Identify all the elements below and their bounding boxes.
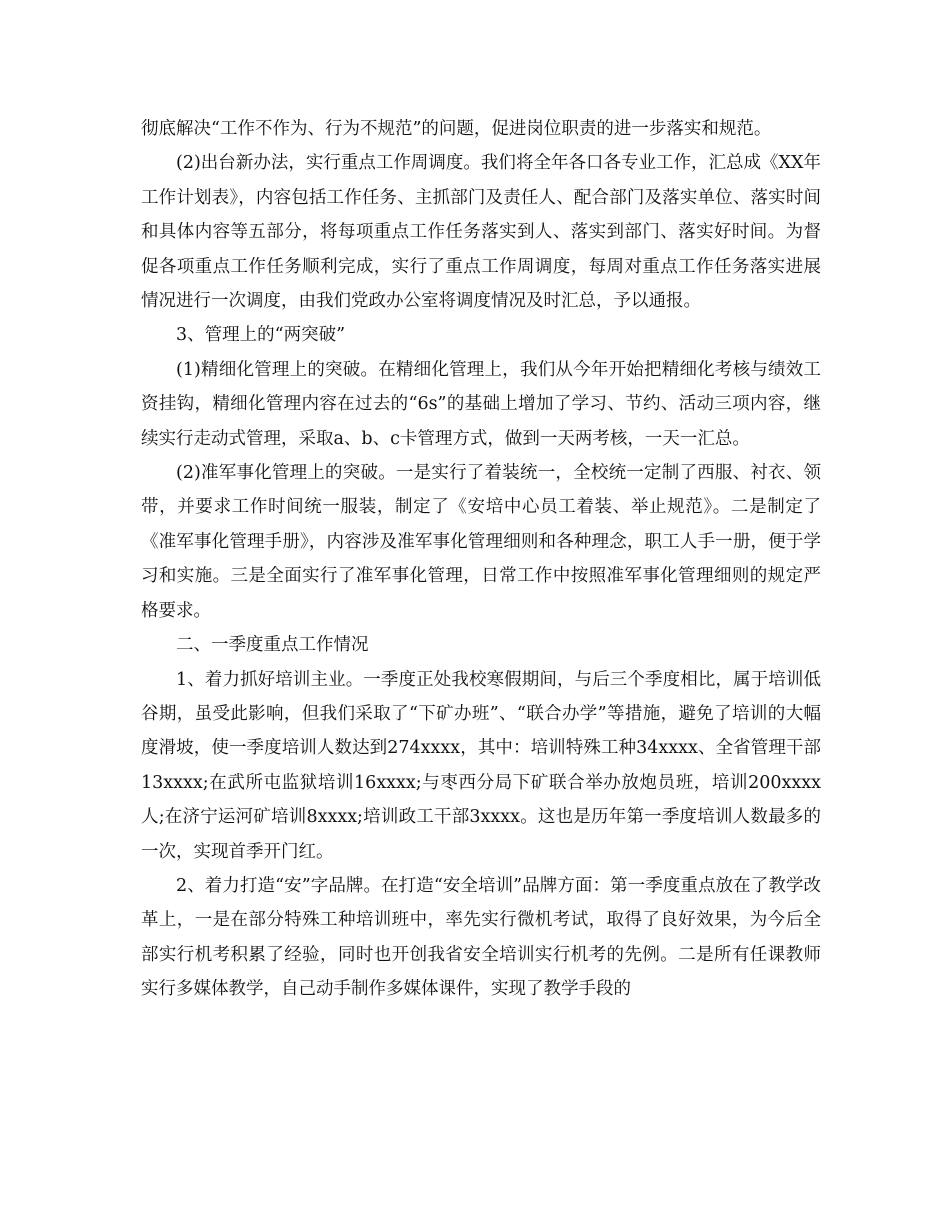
paragraph-weekly-scheduling: (2)出台新办法，实行重点工作周调度。我们将全年各口各专业工作，汇总成《XX年工作计划表》，内容包括工作任务、主抓部门及责任人、配合部门及落实单位、落实时间和具体内容等五部分，将每项重点工作任务落实到人、落实到部门、落实好时间。为督促各项重点工作任务顺利完成，实行了重点工作周调度，每周对重点工作任务落实进展情况进行一次调度，由我们党政办公室将调度情况及时汇总，予以通报。	[141, 153, 821, 312]
paragraph-intro-continuation: 彻底解决“工作不作为、行为不规范”的问题，促进岗位职责的进一步落实和规范。	[141, 119, 772, 139]
paragraph-safety-brand: 2、着力打造“安”字品牌。在打造“安全培训”品牌方面：第一季度重点放在了教学改革上，一是在部分特殊工种培训班中，率先实行微机考试，取得了良好效果，为今后全部实行机考积累了经验，同时也开创我省安全培训实行机考的先例。二是所有任课教师实行多媒体教学，自己动手制作多媒体课件，实现了教学手段的	[141, 875, 821, 1000]
document-body	[141, 112, 821, 1007]
paragraph-training-business: 1、着力抓好培训主业。一季度正处我校寒假期间，与后三个季度相比，属于培训低谷期，虽受此影响，但我们采取了“下矿办班”、“联合办学”等措施，避免了培训的大幅度滑坡，使一季度培训人数达到274xxxx，其中：培训特殊工种34xxxx、全省管理干部13xxxx;在武所屯监狱培训16xxxx;与枣西分局下矿联合举办放炮员班，培训200xxxx人;在济宁运河矿培训8xxxx;培训政工干部3xxxx。这也是历年第一季度培训人数最多的一次，实现首季开门红。	[141, 669, 821, 862]
section-heading-q1-key-work: 二、一季度重点工作情况	[176, 635, 369, 656]
paragraph-paramilitary-management: (2)准军事化管理上的突破。一是实行了着装统一，全校统一定制了西服、衬衣、领带，并要求工作时间统一服装，制定了《安培中心员工着装、举止规范》。二是制定了《准军事化管理手册》，内容涉及准军事化管理细则和各种理念，职工人手一册，便于学习和实施。三是全面实行了准军事化管理，日常工作中按照准军事化管理细则的规定严格要求。	[141, 463, 821, 621]
section-heading-two-breakthroughs: 3、管理上的“两突破”	[176, 325, 346, 346]
paragraph-refined-management: (1)精细化管理上的突破。在精细化管理上，我们从今年开始把精细化考核与绩效工资挂钩，精细化管理内容在过去的“6s”的基础上增加了学习、节约、活动三项内容，继续实行走动式管理，采取a、b、c卡管理方式，做到一天两考核，一天一汇总。	[141, 359, 821, 449]
